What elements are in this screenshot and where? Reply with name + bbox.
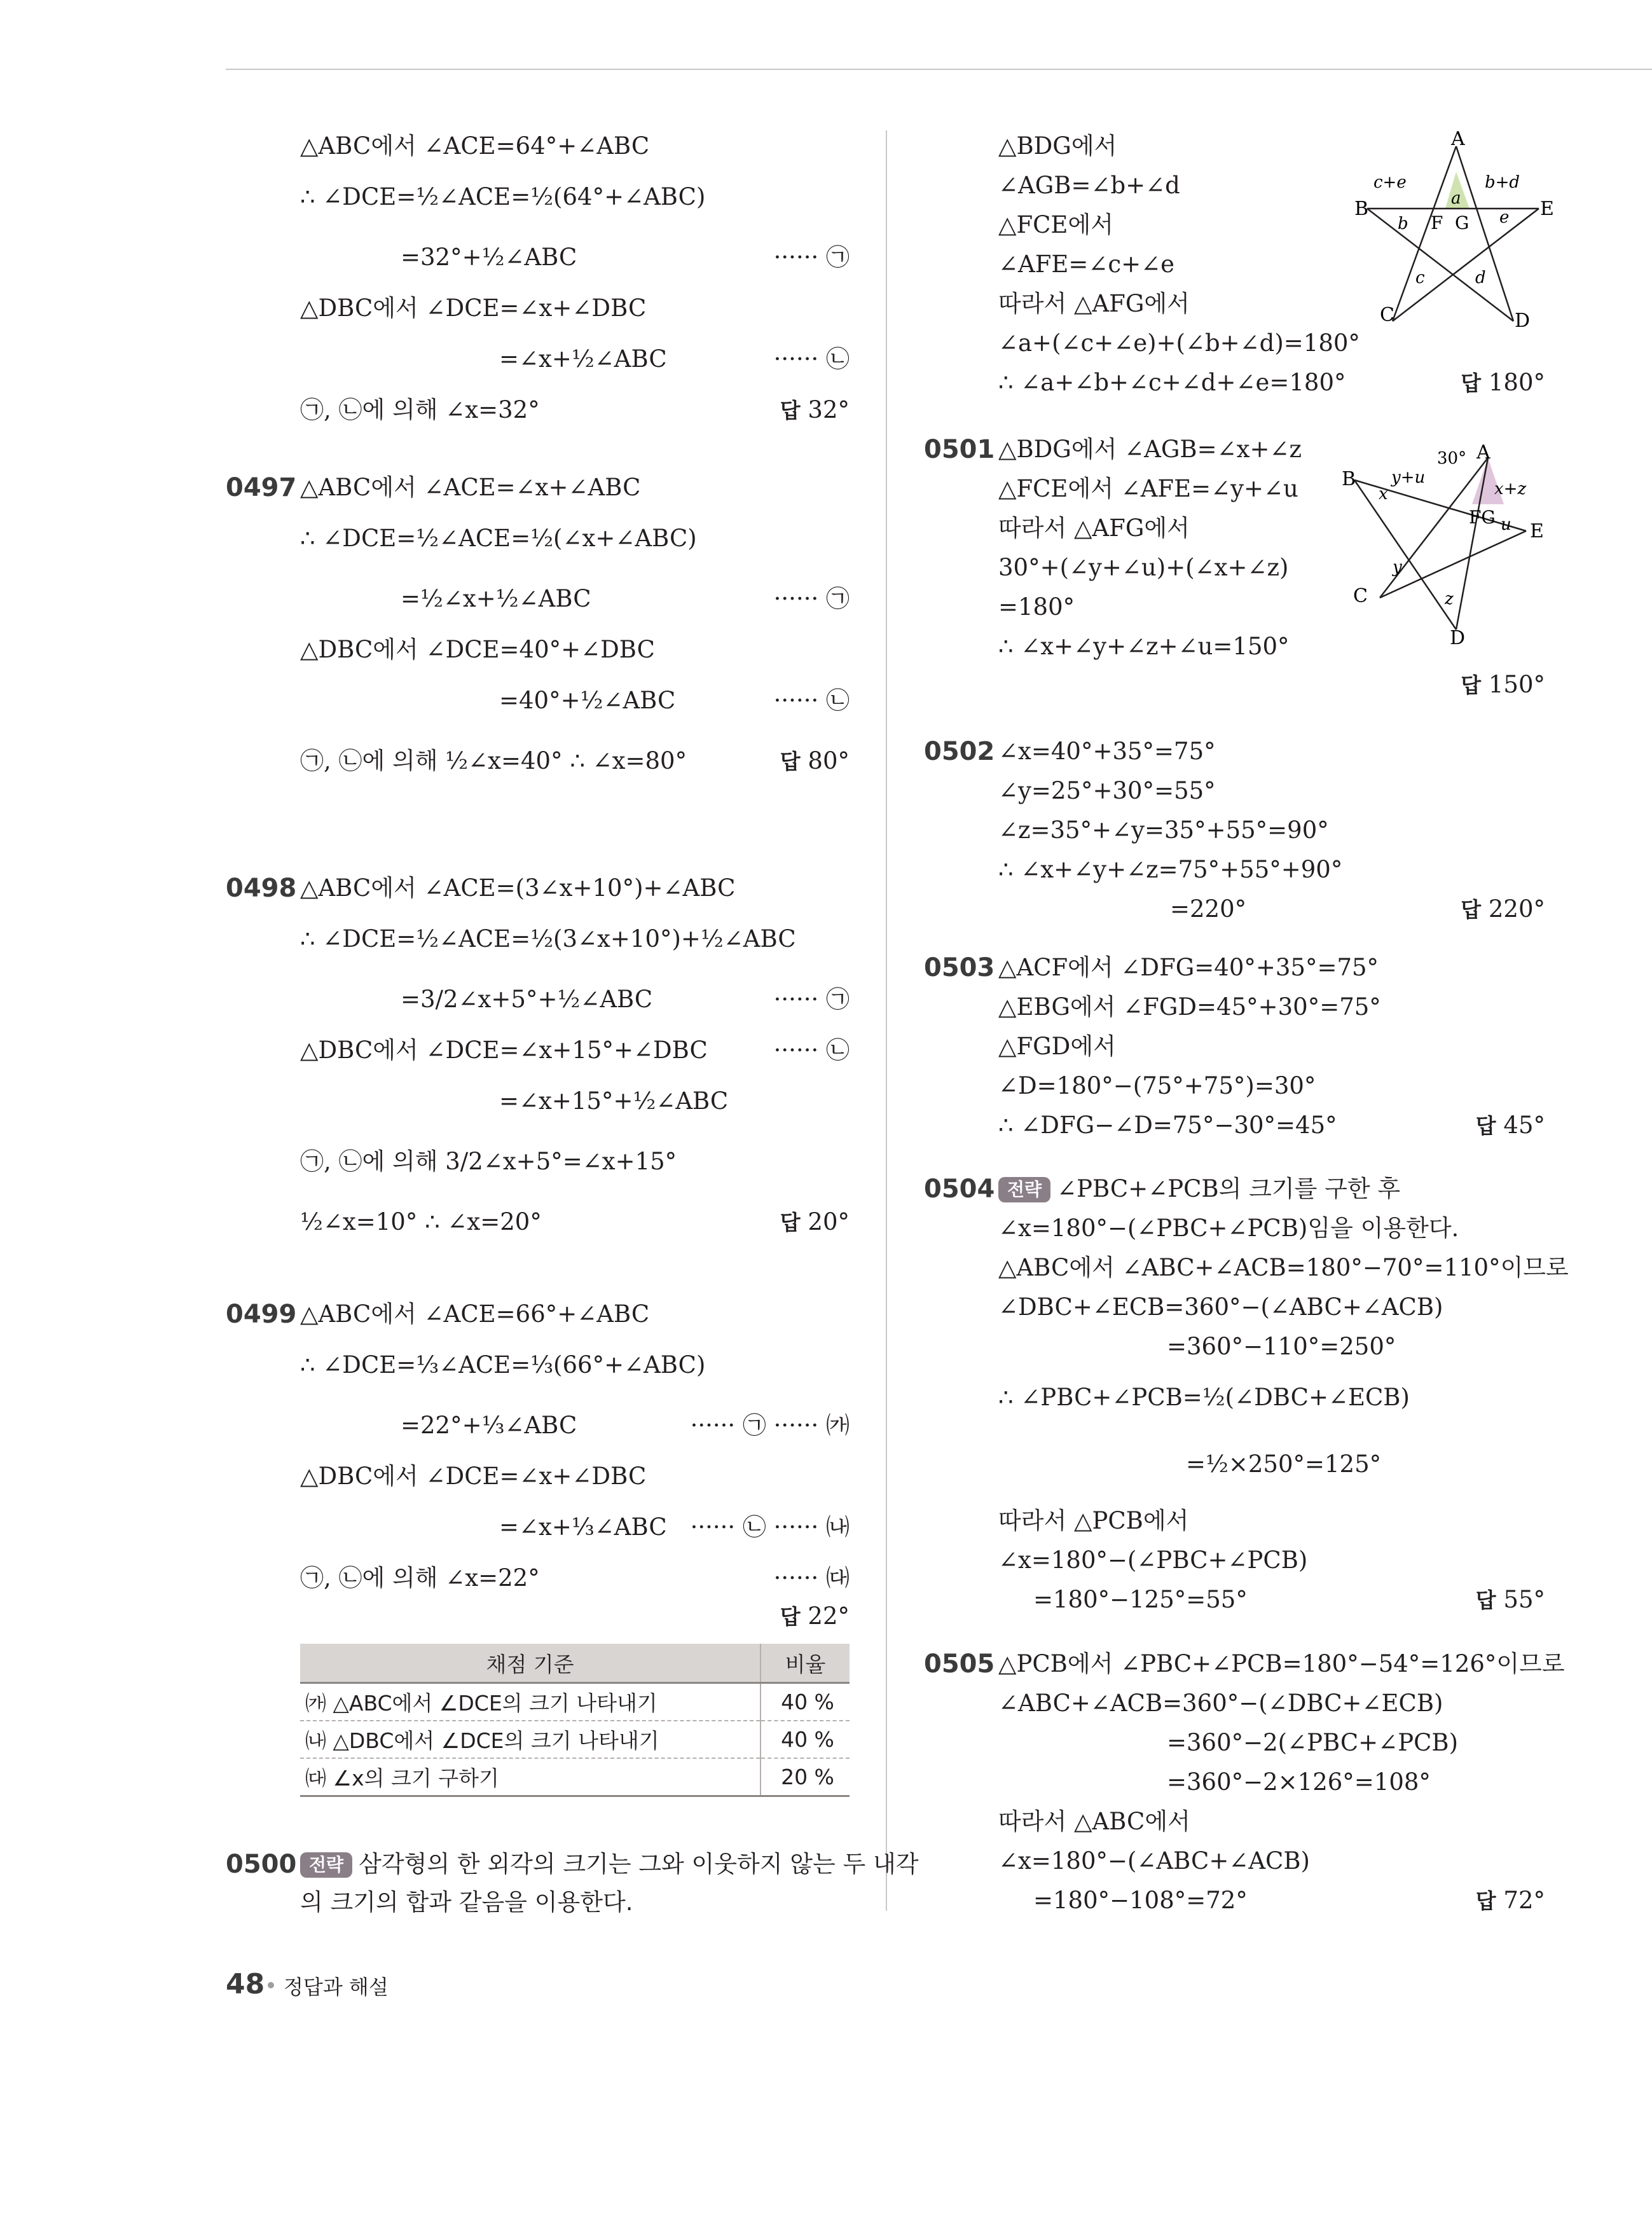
p0497-line-4: △DBC에서 ∠DCE=40°+∠DBC [300,636,655,663]
left-line-3: =32°+½∠ABC [401,244,577,271]
top-rule [226,69,1652,70]
p0499-answer [780,1600,850,1633]
p0500-line-1 [300,1848,919,1880]
label-C: C [1353,585,1368,607]
p0501-line-4: 30°+(∠y+∠u)+(∠x+∠z) [998,554,1289,581]
answer-label: 답 [1461,673,1482,698]
p0504-line-6: ∴ ∠PBC+∠PCB=½(∠DBC+∠ECB) [998,1384,1410,1411]
problem-number-0498: 0498 [226,874,297,903]
grading-rate: 40 % [761,1683,850,1721]
problem-number-0502: 0502 [924,737,995,766]
page-number: 48 [226,1968,265,2000]
answer-value: 20° [808,1208,850,1235]
column-divider [886,130,887,1911]
p0498-line-4: △DBC에서 ∠DCE=∠x+15°+∠DBC [300,1036,708,1064]
p0503-line-5: ∴ ∠DFG−∠D=75°−30°=45° [998,1112,1337,1139]
p0504-line-8: 따라서 △PCB에서 [998,1507,1189,1534]
p0502-line-2: ∠y=25°+30°=55° [998,777,1216,804]
p0499-line-4: △DBC에서 ∠DCE=∠x+∠DBC [300,1463,647,1490]
answer-value: 80° [808,747,850,774]
p0499-mark-1: ······ ㉠ ······ ㈎ [690,1412,850,1439]
p0497-line-3: =½∠x+½∠ABC [401,585,591,612]
p0504-line-1 [998,1173,1400,1205]
right-line-6: ∠a+(∠c+∠e)+(∠b+∠d)=180° [998,329,1360,357]
p0502-line-3: ∠z=35°+∠y=35°+55°=90° [998,816,1329,844]
label-D: D [1515,310,1531,331]
p0505-line-2: ∠ABC+∠ACB=360°−(∠DBC+∠ECB) [998,1690,1443,1717]
answer-value: 22° [808,1602,850,1630]
answer-value: 150° [1488,671,1545,698]
label-e: e [1499,208,1510,227]
answer-value: 72° [1503,1887,1545,1914]
label-c-plus-e: c+e [1373,173,1407,192]
p0500-text-1: 삼각형의 한 외각의 크기는 그와 이웃하지 않는 두 내각 [359,1850,919,1878]
right-line-4: ∠AFE=∠c+∠e [998,251,1175,278]
p0505-line-7: =180°−108°=72° [1033,1887,1248,1914]
p0497-line-6: ㉠, ㉡에 의해 ½∠x=40° ∴ ∠x=80° [300,747,687,774]
label-y-plus-u: y+u [1391,468,1426,487]
right-line-7: ∴ ∠a+∠b+∠c+∠d+∠e=180° [998,369,1346,396]
p0503-line-4: ∠D=180°−(75°+75°)=30° [998,1072,1316,1099]
right-line-5: 따라서 △AFG에서 [998,290,1190,317]
p0501-line-2: △FCE에서 ∠AFE=∠y+∠u [998,475,1298,502]
label-E: E [1530,520,1544,542]
label-c: c [1415,268,1425,287]
p0497-line-5: =40°+½∠ABC [499,687,676,714]
p0497-mark-2: ······ ㉡ [773,687,850,714]
grading-header-criteria: 채점 기준 [300,1644,761,1683]
p0505-answer [1476,1885,1545,1917]
p0498-mark-2: ······ ㉡ [773,1036,850,1064]
p0497-answer [780,745,850,778]
footer-bullet [268,1982,274,1988]
p0497-mark-1: ······ ㉠ [773,585,850,612]
answer-label: 답 [780,1604,801,1629]
p0501-line-5: =180° [998,593,1075,621]
p0501-line-1: △BDG에서 ∠AGB=∠x+∠z [998,436,1302,463]
p0498-mark-1: ······ ㉠ [773,986,850,1013]
answer-label: 답 [780,398,801,423]
left-line-5: =∠x+½∠ABC [499,345,667,373]
p0499-line-5: =∠x+⅓∠ABC [499,1513,667,1541]
p0499-line-3: =22°+⅓∠ABC [401,1412,577,1439]
answer-label: 답 [780,1210,801,1235]
right-line-2: ∠AGB=∠b+∠d [998,172,1180,199]
grading-criteria: ㈐ ∠x의 크기 구하기 [300,1758,761,1796]
p0504-answer [1476,1584,1545,1616]
left-line-6: ㉠, ㉡에 의해 ∠x=32° [300,396,540,423]
label-C: C [1380,304,1394,326]
label-x-plus-z: x+z [1494,479,1527,499]
right-top-answer [1461,367,1545,399]
label-FG: FG [1469,507,1496,528]
grading-table [300,1644,850,1797]
p0502-line-5: =220° [1170,895,1247,923]
answer-value: 32° [808,396,850,423]
answer-value: 45° [1503,1112,1545,1139]
label-E: E [1540,198,1554,220]
answer-label: 답 [1461,897,1482,922]
grading-rate: 40 % [761,1721,850,1758]
star-figure-1 [1354,127,1558,331]
label-G: G [1455,212,1470,233]
p0502-line-1: ∠x=40°+35°=75° [998,738,1216,765]
table-row [300,1758,850,1796]
p0502-answer [1461,893,1545,926]
label-x: x [1379,485,1388,504]
p0504-line-9: ∠x=180°−(∠PBC+∠PCB) [998,1546,1308,1574]
answer-value: 55° [1503,1586,1545,1613]
label-B: B [1354,198,1369,220]
p0505-line-6: ∠x=180°−(∠ABC+∠ACB) [998,1847,1310,1875]
label-F: F [1431,212,1443,233]
table-row [300,1683,850,1721]
p0501-line-6: ∴ ∠x+∠y+∠z+∠u=150° [998,633,1290,660]
p0503-line-2: △EBG에서 ∠FGD=45°+30°=75° [998,993,1381,1021]
answer-label: 답 [780,749,801,774]
label-b-plus-d: b+d [1485,173,1520,192]
p0499-mark-3: ······ ㈐ [773,1564,850,1592]
p0505-line-1: △PCB에서 ∠PBC+∠PCB=180°−54°=126°이므로 [998,1650,1565,1677]
p0503-line-3: △FGD에서 [998,1033,1116,1060]
label-A: A [1476,441,1490,464]
problem-number-0500: 0500 [226,1850,297,1879]
label-u: u [1501,515,1511,534]
p0502-line-4: ∴ ∠x+∠y+∠z=75°+55°+90° [998,856,1343,883]
strategy-badge: 전략 [998,1177,1050,1202]
label-b: b [1398,214,1408,233]
p0498-line-6: ㉠, ㉡에 의해 3/2∠x+5°=∠x+15° [300,1148,677,1175]
p0497-line-2: ∴ ∠DCE=½∠ACE=½(∠x+∠ABC) [300,525,697,552]
p0499-line-6: ㉠, ㉡에 의해 ∠x=22° [300,1564,540,1592]
p0501-line-3: 따라서 △AFG에서 [998,514,1190,542]
label-B: B [1342,468,1356,490]
label-D: D [1450,627,1466,645]
problem-number-0504: 0504 [924,1174,995,1204]
p0503-answer [1476,1110,1545,1142]
answer-value: 220° [1488,895,1545,923]
problem-number-0499: 0499 [226,1300,297,1329]
problem-number-0503: 0503 [924,953,995,982]
grading-header-rate: 비율 [761,1644,850,1683]
label-30-deg: 30° [1437,449,1467,468]
label-d: d [1475,268,1486,287]
answer-label: 답 [1461,371,1482,396]
label-y: y [1393,558,1402,577]
left-mark-1: ······ ㉠ [773,244,850,271]
problem-number-0497: 0497 [226,473,297,502]
answer-value: 180° [1488,369,1545,396]
label-a: a [1451,189,1461,208]
right-line-3: △FCE에서 [998,211,1113,238]
grading-criteria: ㈎ △ABC에서 ∠DCE의 크기 나타내기 [300,1683,761,1721]
p0501-answer [1461,669,1545,701]
grading-criteria: ㈏ △DBC에서 ∠DCE의 크기 나타내기 [300,1721,761,1758]
p0499-line-2: ∴ ∠DCE=⅓∠ACE=⅓(66°+∠ABC) [300,1351,706,1379]
p0498-line-2: ∴ ∠DCE=½∠ACE=½(3∠x+10°)+½∠ABC [300,925,796,953]
left-line-2: ∴ ∠DCE=½∠ACE=½(64°+∠ABC) [300,183,706,210]
p0504-line-3: △ABC에서 ∠ABC+∠ACB=180°−70°=110°이므로 [998,1254,1569,1281]
p0503-line-1: △ACF에서 ∠DFG=40°+35°=75° [998,954,1379,981]
problem-number-0505: 0505 [924,1649,995,1679]
p0498-line-7: ½∠x=10° ∴ ∠x=20° [300,1208,542,1235]
right-line-1: △BDG에서 [998,132,1117,160]
answer-label: 답 [1475,1113,1496,1138]
table-row [300,1721,850,1758]
left-line-1: △ABC에서 ∠ACE=64°+∠ABC [300,132,650,160]
p0499-line-1: △ABC에서 ∠ACE=66°+∠ABC [300,1300,650,1328]
p0504-line-5: =360°−110°=250° [1167,1333,1396,1360]
p0500-line-2: 의 크기의 합과 같음을 이용한다. [300,1889,633,1916]
label-A: A [1451,128,1465,150]
p0497-line-1: △ABC에서 ∠ACE=∠x+∠ABC [300,474,641,501]
answer-label: 답 [1475,1588,1496,1613]
p0505-line-5: 따라서 △ABC에서 [998,1808,1190,1835]
grading-rate: 20 % [761,1758,850,1796]
p0504-line-4: ∠DBC+∠ECB=360°−(∠ABC+∠ACB) [998,1293,1443,1321]
p0504-line-10: =180°−125°=55° [1033,1586,1248,1613]
strategy-badge: 전략 [300,1852,352,1878]
p0498-answer [780,1206,850,1239]
p0504-line-2: ∠x=180°−(∠PBC+∠PCB)임을 이용한다. [998,1215,1459,1242]
footer-label: 정답과 해설 [284,1975,389,1999]
p0504-text-1: ∠PBC+∠PCB의 크기를 구한 후 [1057,1175,1401,1202]
p0499-mark-2: ······ ㉡ ······ ㈏ [690,1513,850,1541]
left-answer [780,394,850,427]
answer-label: 답 [1475,1889,1496,1913]
p0498-line-1: △ABC에서 ∠ACE=(3∠x+10°)+∠ABC [300,874,736,902]
p0505-line-4: =360°−2×126°=108° [1167,1768,1431,1796]
label-z: z [1445,589,1454,609]
star-figure-2 [1342,436,1564,645]
p0504-line-7: =½×250°=125° [1186,1450,1382,1478]
left-line-4: △DBC에서 ∠DCE=∠x+∠DBC [300,294,647,322]
left-mark-2: ······ ㉡ [773,345,850,373]
p0498-line-5: =∠x+15°+½∠ABC [499,1087,729,1115]
problem-number-0501: 0501 [924,435,995,464]
p0498-line-3: =3/2∠x+5°+½∠ABC [401,986,653,1013]
p0505-line-3: =360°−2(∠PBC+∠PCB) [1167,1729,1459,1756]
